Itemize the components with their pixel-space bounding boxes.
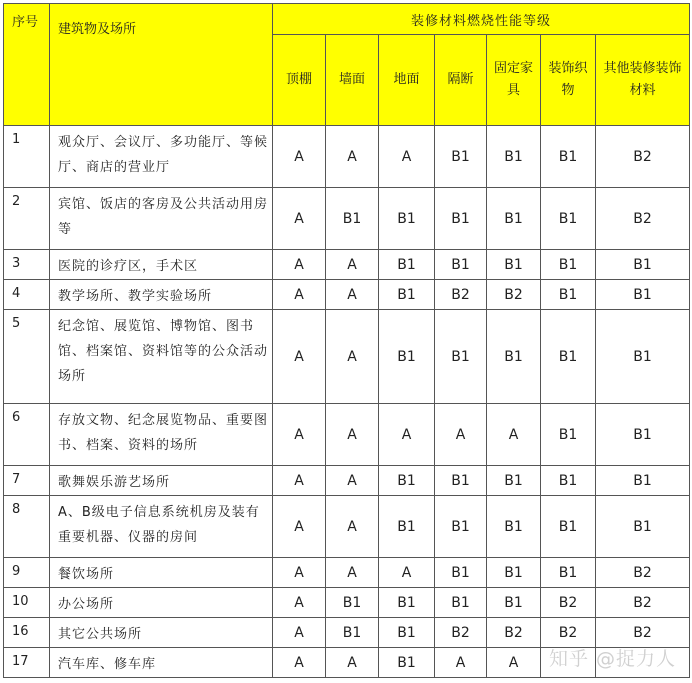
grade-cell: B1 — [541, 496, 596, 558]
grade-cell: A — [326, 558, 379, 588]
venue-cell: 办公场所 — [50, 588, 273, 618]
venue-cell: A、B级电子信息系统机房及装有重要机器、仪器的房间 — [50, 496, 273, 558]
grade-cell: B1 — [596, 280, 690, 310]
watermark: 知乎 @捉力人 — [548, 648, 676, 670]
grade-cell: B1 — [379, 648, 435, 678]
grade-cell: A — [326, 404, 379, 466]
venue-cell: 医院的诊疗区，手术区 — [50, 250, 273, 280]
grade-cell: B1 — [487, 466, 541, 496]
grade-cell: B1 — [487, 250, 541, 280]
grade-cell: A — [273, 558, 326, 588]
grade-cell: B2 — [487, 618, 541, 648]
venue-header: 建筑物及场所 — [50, 4, 273, 126]
fire-rating-table — [3, 3, 690, 678]
venue-cell: 汽车库、修车库 — [50, 648, 273, 678]
index-header: 序号 — [4, 4, 50, 126]
grade-cell: B1 — [435, 466, 487, 496]
table-row — [4, 310, 690, 404]
grade-cell: B1 — [379, 588, 435, 618]
venue-cell: 存放文物、纪念展览物品、重要图书、档案、资料的场所 — [50, 404, 273, 466]
table-row — [4, 496, 690, 558]
venue-cell: 观众厅、会议厅、多功能厅、等候厅、商店的营业厅 — [50, 126, 273, 188]
row-number: 9 — [4, 558, 50, 588]
grade-cell: B1 — [541, 404, 596, 466]
grade-cell: B1 — [487, 588, 541, 618]
grade-cell: B1 — [435, 126, 487, 188]
grade-cell: A — [326, 648, 379, 678]
grade-cell: B1 — [541, 310, 596, 404]
grade-cell: A — [273, 466, 326, 496]
venue-cell: 歌舞娱乐游艺场所 — [50, 466, 273, 496]
grade-cell: A — [273, 250, 326, 280]
table-row — [4, 250, 690, 280]
row-number: 2 — [4, 188, 50, 250]
grade-cell: A — [487, 648, 541, 678]
row-number: 6 — [4, 404, 50, 466]
column-header: 装饰织物 — [541, 35, 596, 126]
grade-cell: B1 — [379, 280, 435, 310]
grade-cell: B1 — [487, 496, 541, 558]
row-number: 5 — [4, 310, 50, 404]
grade-cell: B1 — [487, 188, 541, 250]
grade-cell: A — [273, 310, 326, 404]
grade-cell: B1 — [326, 588, 379, 618]
grade-cell: B1 — [541, 558, 596, 588]
grade-cell: B1 — [326, 188, 379, 250]
column-header: 固定家具 — [487, 35, 541, 126]
table-row — [4, 466, 690, 496]
grade-cell: B1 — [487, 126, 541, 188]
row-number: 1 — [4, 126, 50, 188]
column-header: 其他装修装饰材料 — [596, 35, 690, 126]
row-number: 8 — [4, 496, 50, 558]
grade-cell: B2 — [596, 126, 690, 188]
grade-cell: B1 — [435, 188, 487, 250]
grade-cell: B1 — [435, 588, 487, 618]
row-number: 16 — [4, 618, 50, 648]
grade-cell: B1 — [435, 496, 487, 558]
table-row — [4, 188, 690, 250]
grade-cell: A — [326, 250, 379, 280]
grade-cell: A — [273, 404, 326, 466]
grade-cell: A — [273, 188, 326, 250]
grade-cell: A — [273, 618, 326, 648]
grade-cell: B2 — [596, 588, 690, 618]
grade-cell: B1 — [379, 310, 435, 404]
grade-cell: A — [435, 648, 487, 678]
grade-cell: B1 — [379, 496, 435, 558]
grade-cell: A — [326, 496, 379, 558]
grade-cell: B1 — [435, 558, 487, 588]
table-row — [4, 618, 690, 648]
grade-cell: A — [326, 280, 379, 310]
column-header: 顶棚 — [273, 35, 326, 126]
grade-cell: A — [273, 280, 326, 310]
grade-cell: B1 — [435, 250, 487, 280]
grade-cell: B1 — [541, 280, 596, 310]
grade-cell: B1 — [379, 250, 435, 280]
grade-cell: A — [326, 466, 379, 496]
row-number: 17 — [4, 648, 50, 678]
venue-cell: 教学场所、教学实验场所 — [50, 280, 273, 310]
grade-cell: B1 — [596, 404, 690, 466]
row-number: 4 — [4, 280, 50, 310]
table-row — [4, 280, 690, 310]
grade-cell: B1 — [326, 618, 379, 648]
row-number: 3 — [4, 250, 50, 280]
grade-cell: B1 — [596, 496, 690, 558]
grade-cell: A — [487, 404, 541, 466]
grade-cell: B1 — [379, 618, 435, 648]
table-row — [4, 126, 690, 188]
grade-cell: A — [379, 558, 435, 588]
grade-cell: B1 — [596, 466, 690, 496]
column-header: 隔断 — [435, 35, 487, 126]
grade-cell: B2 — [435, 618, 487, 648]
grade-cell: A — [273, 588, 326, 618]
grade-cell: A — [273, 126, 326, 188]
grade-cell: B1 — [596, 250, 690, 280]
grade-cell: B2 — [596, 618, 690, 648]
venue-cell: 其它公共场所 — [50, 618, 273, 648]
row-number: 10 — [4, 588, 50, 618]
table-body — [4, 126, 690, 678]
venue-cell: 宾馆、饭店的客房及公共活动用房等 — [50, 188, 273, 250]
grade-cell: A — [273, 648, 326, 678]
grade-cell: B2 — [487, 280, 541, 310]
grade-cell: B1 — [379, 188, 435, 250]
group-title: 装修材料燃烧性能等级 — [273, 4, 690, 35]
header-row — [4, 4, 690, 35]
grade-cell: B1 — [487, 310, 541, 404]
column-header: 地面 — [379, 35, 435, 126]
venue-cell: 餐饮场所 — [50, 558, 273, 588]
grade-cell: B2 — [435, 280, 487, 310]
table-row — [4, 404, 690, 466]
grade-cell: B1 — [435, 310, 487, 404]
grade-cell: A — [379, 126, 435, 188]
grade-cell: B1 — [596, 310, 690, 404]
grade-cell: B1 — [541, 126, 596, 188]
grade-cell: A — [326, 126, 379, 188]
grade-cell: B2 — [541, 618, 596, 648]
grade-cell: A — [326, 310, 379, 404]
grade-cell: A — [435, 404, 487, 466]
venue-cell: 纪念馆、展览馆、博物馆、图书馆、档案馆、资料馆等的公众活动场所 — [50, 310, 273, 404]
grade-cell: A — [273, 496, 326, 558]
grade-cell: B2 — [596, 558, 690, 588]
table-row — [4, 588, 690, 618]
grade-cell: B2 — [541, 588, 596, 618]
table-row — [4, 558, 690, 588]
grade-cell: B1 — [487, 558, 541, 588]
row-number: 7 — [4, 466, 50, 496]
grade-cell: B2 — [596, 188, 690, 250]
grade-cell: B1 — [541, 250, 596, 280]
grade-cell: B1 — [379, 466, 435, 496]
grade-cell: A — [379, 404, 435, 466]
grade-cell: B1 — [541, 466, 596, 496]
column-header: 墙面 — [326, 35, 379, 126]
grade-cell: B1 — [541, 188, 596, 250]
